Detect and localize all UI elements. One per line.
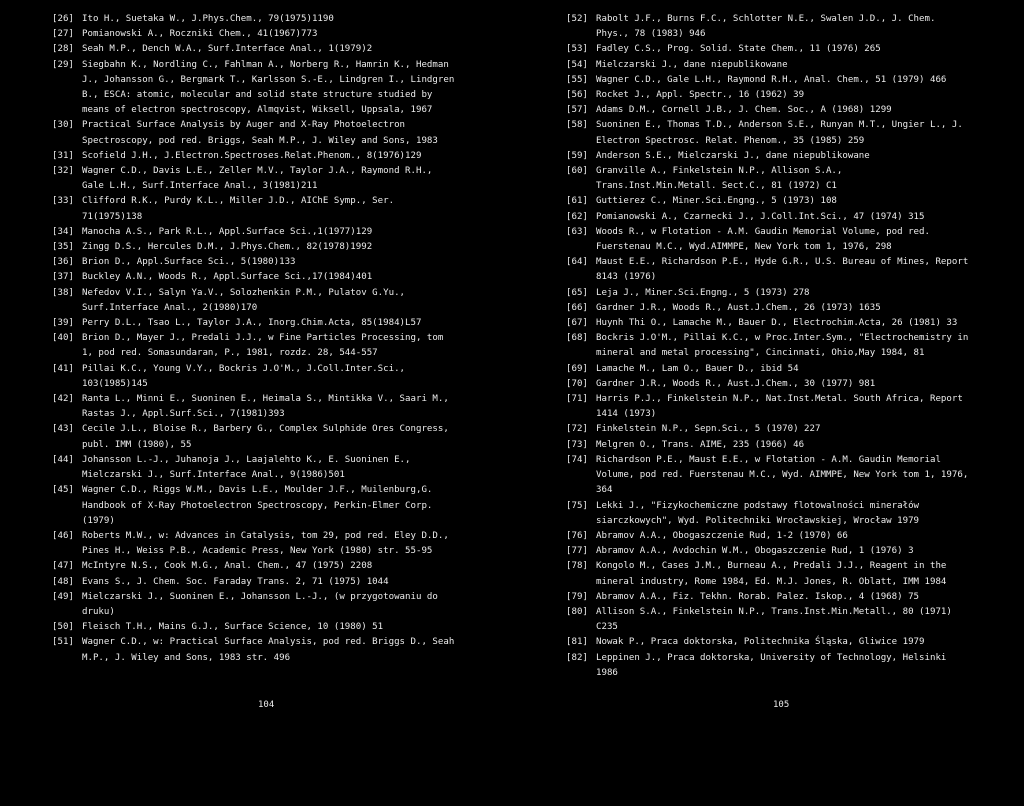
reference-entry bbox=[52, 27, 492, 42]
reference-text bbox=[82, 27, 492, 42]
reference-entry bbox=[52, 42, 492, 57]
reference-entry bbox=[566, 255, 1006, 285]
reference-text bbox=[82, 392, 492, 422]
reference-line: Perry D.L., Tsao L., Taylor J.A., Inorg.Chim.Acta, 85(1984)L57 bbox=[82, 318, 422, 329]
reference-line: 364 bbox=[596, 485, 613, 496]
reference-line: Wagner C.D., Davis L.E., Zeller M.V., Taylor J.A., Raymond R.H., bbox=[82, 166, 433, 177]
reference-line: 1986 bbox=[596, 667, 618, 678]
left-page-references bbox=[52, 12, 492, 666]
reference-number: [31] bbox=[52, 150, 74, 161]
reference-text bbox=[82, 286, 492, 316]
reference-text bbox=[82, 620, 492, 635]
reference-number: [34] bbox=[52, 226, 74, 237]
reference-line: Harris P.J., Finkelstein N.P., Nat.Inst.Metal. South Africa, Report bbox=[596, 394, 963, 405]
reference-entry bbox=[566, 194, 1006, 209]
reference-number: [33] bbox=[52, 196, 74, 207]
reference-line: Melgren O., Trans. AIME, 235 (1966) 46 bbox=[596, 439, 805, 450]
reference-entry bbox=[52, 590, 492, 620]
reference-entry bbox=[52, 149, 492, 164]
reference-text bbox=[596, 544, 1006, 559]
reference-entry bbox=[52, 422, 492, 452]
reference-text bbox=[596, 73, 1006, 88]
reference-number: [69] bbox=[566, 363, 588, 374]
reference-text bbox=[82, 149, 492, 164]
reference-text bbox=[596, 453, 1006, 499]
reference-number: [30] bbox=[52, 120, 74, 131]
reference-entry bbox=[52, 529, 492, 559]
reference-line: Fleisch T.H., Mains G.J., Surface Science, 10 (1980) 51 bbox=[82, 622, 384, 633]
reference-entry bbox=[52, 118, 492, 148]
reference-line: Nefedov V.I., Salyn Ya.V., Solozhenkin P.M., Pulatov G.Yu., bbox=[82, 287, 406, 298]
reference-text bbox=[596, 331, 1006, 361]
reference-number: [48] bbox=[52, 576, 74, 587]
reference-line: Fadley C.S., Prog. Solid. State Chem., 11 (1976) 265 bbox=[596, 44, 881, 55]
reference-line: Granville A., Finkelstein N.P., Allison S.A., bbox=[596, 166, 843, 177]
reference-number: [82] bbox=[566, 652, 588, 663]
reference-number: [61] bbox=[566, 196, 588, 207]
reference-line: Handbook of X-Ray Photoelectron Spectroscopy, Perkin-Elmer Corp. bbox=[82, 500, 433, 511]
reference-text bbox=[82, 255, 492, 270]
reference-text bbox=[596, 605, 1006, 635]
reference-text bbox=[596, 88, 1006, 103]
reference-number: [67] bbox=[566, 318, 588, 329]
reference-line: Pomianowski A., Czarnecki J., J.Coll.Int.Sci., 47 (1974) 315 bbox=[596, 211, 925, 222]
reference-number: [79] bbox=[566, 591, 588, 602]
reference-line: 103(1985)145 bbox=[82, 378, 148, 389]
reference-text bbox=[82, 590, 492, 620]
reference-number: [80] bbox=[566, 606, 588, 617]
reference-text bbox=[596, 590, 1006, 605]
reference-number: [27] bbox=[52, 29, 74, 40]
reference-text bbox=[596, 194, 1006, 209]
reference-line: Mielczarski J., Suoninen E., Johansson L.-J., (w przygotowaniu do bbox=[82, 591, 438, 602]
reference-text bbox=[82, 316, 492, 331]
reference-line: Manocha A.S., Park R.L., Appl.Surface Sci.,1(1977)129 bbox=[82, 226, 373, 237]
reference-entry bbox=[566, 88, 1006, 103]
reference-number: [43] bbox=[52, 424, 74, 435]
reference-number: [70] bbox=[566, 378, 588, 389]
reference-line: 71(1975)138 bbox=[82, 211, 143, 222]
reference-number: [65] bbox=[566, 287, 588, 298]
reference-line: Seah M.P., Dench W.A., Surf.Interface Anal., 1(1979)2 bbox=[82, 44, 373, 55]
reference-number: [72] bbox=[566, 424, 588, 435]
reference-line: publ. IMM (1980), 55 bbox=[82, 439, 192, 450]
reference-line: Anderson S.E., Mielczarski J., dane niepublikowane bbox=[596, 150, 870, 161]
reference-number: [77] bbox=[566, 546, 588, 557]
reference-text bbox=[82, 422, 492, 452]
reference-number: [26] bbox=[52, 14, 74, 24]
reference-entry bbox=[566, 12, 1006, 42]
reference-line: Buckley A.N., Woods R., Appl.Surface Sci.,17(1984)401 bbox=[82, 272, 373, 283]
reference-line: Volume, pod red. Fuerstenau M.C., Wyd. AIMMPE, New York tom 1, 1976, bbox=[596, 470, 969, 481]
reference-line: Johansson L.-J., Juhanoja J., Laajalehto K., E. Suoninen E., bbox=[82, 454, 411, 465]
reference-line: M.P., J. Wiley and Sons, 1983 str. 496 bbox=[82, 652, 291, 663]
reference-number: [56] bbox=[566, 90, 588, 101]
reference-entry bbox=[52, 270, 492, 285]
reference-line: Siegbahn K., Nordling C., Fahlman A., Norberg R., Hamrin K., Hedman bbox=[82, 59, 449, 70]
reference-line: Leppinen J., Praca doktorska, University of Technology, Helsinki bbox=[596, 652, 947, 663]
reference-text bbox=[596, 362, 1006, 377]
reference-entry bbox=[52, 559, 492, 574]
reference-number: [46] bbox=[52, 530, 74, 541]
reference-text bbox=[82, 529, 492, 559]
reference-number: [71] bbox=[566, 394, 588, 405]
reference-line: (1979) bbox=[82, 515, 115, 526]
reference-entry bbox=[566, 286, 1006, 301]
reference-line: Cecile J.L., Bloise R., Barbery G., Complex Sulphide Ores Congress, bbox=[82, 424, 449, 435]
reference-number: [35] bbox=[52, 242, 74, 253]
reference-text bbox=[596, 286, 1006, 301]
reference-line: Mielczarski J., Surf.Interface Anal., 9(1986)501 bbox=[82, 470, 345, 481]
reference-line: McIntyre N.S., Cook M.G., Anal. Chem., 47 (1975) 2208 bbox=[82, 561, 373, 572]
reference-text bbox=[596, 651, 1006, 681]
reference-number: [44] bbox=[52, 454, 74, 465]
reference-text bbox=[596, 58, 1006, 73]
reference-line: Practical Surface Analysis by Auger and X-Ray Photoelectron bbox=[82, 120, 406, 131]
reference-number: [59] bbox=[566, 150, 588, 161]
reference-entry bbox=[52, 483, 492, 529]
reference-line: Kongolo M., Cases J.M., Burneau A., Predali J.J., Reagent in the bbox=[596, 561, 947, 572]
reference-line: Finkelstein N.P., Sepn.Sci., 5 (1970) 227 bbox=[596, 424, 821, 435]
reference-text bbox=[596, 118, 1006, 148]
reference-entry bbox=[566, 559, 1006, 589]
reference-line: Leja J., Miner.Sci.Engng., 5 (1973) 278 bbox=[596, 287, 810, 298]
reference-text bbox=[596, 529, 1006, 544]
reference-entry bbox=[566, 103, 1006, 118]
reference-line: Abramov A.A., Fiz. Tekhn. Rorab. Palez. Iskop., 4 (1968) 75 bbox=[596, 591, 920, 602]
reference-text bbox=[596, 103, 1006, 118]
reference-number: [64] bbox=[566, 257, 588, 268]
reference-line: mineral industry, Rome 1984, Ed. M.J. Jones, R. Oblatt, IMM 1984 bbox=[596, 576, 947, 587]
reference-line: Suoninen E., Thomas T.D., Anderson S.E., Runyan M.T., Ungier L., J. bbox=[596, 120, 963, 131]
reference-number: [36] bbox=[52, 257, 74, 268]
reference-number: [57] bbox=[566, 105, 588, 116]
reference-entry bbox=[566, 422, 1006, 437]
reference-line: Maust E.E., Richardson P.E., Hyde G.R., U.S. Bureau of Mines, Report bbox=[596, 257, 969, 268]
reference-entry bbox=[566, 362, 1006, 377]
reference-text bbox=[596, 225, 1006, 255]
reference-line: Gale L.H., Surf.Interface Anal., 3(1981)211 bbox=[82, 181, 318, 192]
reference-line: Lamache M., Lam O., Bauer D., ibid 54 bbox=[596, 363, 799, 374]
reference-text bbox=[82, 58, 492, 119]
reference-entry bbox=[52, 225, 492, 240]
reference-entry bbox=[52, 194, 492, 224]
reference-line: Pillai K.C., Young V.Y., Bockris J.O'M., J.Coll.Inter.Sci., bbox=[82, 363, 406, 374]
reference-number: [40] bbox=[52, 333, 74, 344]
reference-entry bbox=[566, 225, 1006, 255]
reference-line: Abramov A.A., Obogaszczenie Rud, 1-2 (1970) 66 bbox=[596, 530, 848, 541]
reference-entry bbox=[566, 605, 1006, 635]
reference-line: Fuerstenau M.C., Wyd.AIMMPE, New York tom 1, 1976, 298 bbox=[596, 242, 892, 253]
reference-line: Pomianowski A., Roczniki Chem., 41(1967)773 bbox=[82, 29, 318, 40]
reference-line: Pines H., Weiss P.B., Academic Press, New York (1980) str. 55-95 bbox=[82, 546, 433, 557]
reference-number: [62] bbox=[566, 211, 588, 222]
reference-number: [78] bbox=[566, 561, 588, 572]
reference-number: [52] bbox=[566, 14, 588, 24]
reference-number: [75] bbox=[566, 500, 588, 511]
reference-line: Phys., 78 (1983) 946 bbox=[596, 29, 706, 40]
reference-line: Wagner C.D., w: Practical Surface Analysis, pod red. Briggs D., Seah bbox=[82, 637, 455, 648]
reference-entry bbox=[566, 301, 1006, 316]
reference-line: Clifford R.K., Purdy K.L., Miller J.D., AIChE Symp., Ser. bbox=[82, 196, 395, 207]
reference-text bbox=[82, 635, 492, 665]
reference-entry bbox=[52, 392, 492, 422]
reference-number: [50] bbox=[52, 622, 74, 633]
reference-line: Richardson P.E., Maust E.E., w Flotation - A.M. Gaudin Memorial bbox=[596, 454, 941, 465]
reference-line: Wagner C.D., Riggs W.M., Davis L.E., Moulder J.F., Muilenburg,G. bbox=[82, 485, 433, 496]
reference-entry bbox=[566, 635, 1006, 650]
reference-line: Lekki J., "Fizykochemiczne podstawy flotowalności minerałów bbox=[596, 500, 920, 511]
reference-text bbox=[596, 316, 1006, 331]
reference-entry bbox=[566, 651, 1006, 681]
reference-line: Brion D., Mayer J., Predali J.J., w Fine Particles Processing, tom bbox=[82, 333, 444, 344]
reference-number: [63] bbox=[566, 226, 588, 237]
reference-line: Ranta L., Minni E., Suoninen E., Heimala S., Mintikka V., Saari M., bbox=[82, 394, 449, 405]
reference-entry bbox=[566, 590, 1006, 605]
reference-line: Evans S., J. Chem. Soc. Faraday Trans. 2, 71 (1975) 1044 bbox=[82, 576, 389, 587]
reference-text bbox=[596, 559, 1006, 589]
reference-line: druku) bbox=[82, 606, 115, 617]
reference-line: siarczkowych", Wyd. Politechniki Wrocławskiej, Wrocław 1979 bbox=[596, 515, 920, 526]
reference-entry bbox=[52, 331, 492, 361]
reference-line: Abramov A.A., Avdochin W.M., Obogaszczenie Rud, 1 (1976) 3 bbox=[596, 546, 914, 557]
reference-entry bbox=[52, 575, 492, 590]
reference-line: Ito H., Suetaka W., J.Phys.Chem., 79(1975)1190 bbox=[82, 14, 334, 24]
reference-entry bbox=[566, 544, 1006, 559]
reference-number: [38] bbox=[52, 287, 74, 298]
reference-text bbox=[82, 483, 492, 529]
reference-text bbox=[82, 453, 492, 483]
reference-line: Rocket J., Appl. Spectr., 16 (1962) 39 bbox=[596, 90, 805, 101]
reference-text bbox=[596, 12, 1006, 42]
reference-entry bbox=[566, 377, 1006, 392]
reference-entry bbox=[52, 286, 492, 316]
reference-line: Woods R., w Flotation - A.M. Gaudin Memorial Volume, pod red. bbox=[596, 226, 930, 237]
reference-text bbox=[596, 392, 1006, 422]
reference-entry bbox=[566, 331, 1006, 361]
reference-line: Gardner J.R., Woods R., Aust.J.Chem., 30 (1977) 981 bbox=[596, 378, 876, 389]
reference-number: [54] bbox=[566, 59, 588, 70]
reference-line: Trans.Inst.Min.Metall. Sect.C., 81 (1972) C1 bbox=[596, 181, 837, 192]
reference-entry bbox=[52, 12, 492, 27]
reference-line: 1414 (1973) bbox=[596, 409, 657, 420]
reference-entry bbox=[566, 529, 1006, 544]
reference-text bbox=[596, 377, 1006, 392]
reference-entry bbox=[566, 73, 1006, 88]
reference-number: [51] bbox=[52, 637, 74, 648]
reference-line: Zingg D.S., Hercules D.M., J.Phys.Chem., 82(1978)1992 bbox=[82, 242, 373, 253]
reference-entry bbox=[566, 164, 1006, 194]
reference-entry bbox=[566, 438, 1006, 453]
reference-text bbox=[596, 301, 1006, 316]
reference-entry bbox=[566, 149, 1006, 164]
left-page-number: 104 bbox=[258, 700, 275, 710]
reference-line: Huynh Thi O., Lamache M., Bauer D., Electrochim.Acta, 26 (1981) 33 bbox=[596, 318, 958, 329]
reference-line: 8143 (1976) bbox=[596, 272, 657, 283]
reference-entry bbox=[566, 42, 1006, 57]
reference-number: [73] bbox=[566, 439, 588, 450]
reference-line: Electron Spectrosc. Relat. Phenom., 35 (1985) 259 bbox=[596, 135, 865, 146]
reference-line: Adams D.M., Cornell J.B., J. Chem. Soc., A (1968) 1299 bbox=[596, 105, 892, 116]
reference-number: [45] bbox=[52, 485, 74, 496]
right-page-references bbox=[566, 12, 1006, 681]
reference-number: [41] bbox=[52, 363, 74, 374]
reference-number: [66] bbox=[566, 302, 588, 313]
reference-entry bbox=[52, 316, 492, 331]
reference-text bbox=[82, 225, 492, 240]
reference-entry bbox=[52, 635, 492, 665]
reference-line: 1, pod red. Somasundaran, P., 1981, rozdz. 28, 544-557 bbox=[82, 348, 378, 359]
reference-text bbox=[596, 210, 1006, 225]
reference-entry bbox=[52, 255, 492, 270]
reference-text bbox=[596, 164, 1006, 194]
reference-line: Wagner C.D., Gale L.H., Raymond R.H., Anal. Chem., 51 (1979) 466 bbox=[596, 74, 947, 85]
reference-text bbox=[82, 331, 492, 361]
reference-text bbox=[596, 635, 1006, 650]
reference-line: Bockris J.O'M., Pillai K.C., w Proc.Inter.Sym., "Electrochemistry in bbox=[596, 333, 969, 344]
reference-text bbox=[82, 12, 492, 27]
reference-text bbox=[82, 270, 492, 285]
reference-text bbox=[82, 559, 492, 574]
reference-text bbox=[596, 499, 1006, 529]
reference-number: [55] bbox=[566, 74, 588, 85]
reference-text bbox=[82, 42, 492, 57]
reference-line: mineral and metal processing", Cincinnati, Ohio,May 1984, 81 bbox=[596, 348, 925, 359]
reference-line: Roberts M.W., w: Advances in Catalysis, tom 29, pod red. Eley D.D., bbox=[82, 530, 449, 541]
reference-entry bbox=[566, 453, 1006, 499]
reference-line: Spectroscopy, pod red. Briggs, Seah M.P., J. Wiley and Sons, 1983 bbox=[82, 135, 438, 146]
reference-entry bbox=[52, 362, 492, 392]
reference-number: [58] bbox=[566, 120, 588, 131]
reference-number: [42] bbox=[52, 394, 74, 405]
reference-entry bbox=[566, 392, 1006, 422]
reference-text bbox=[596, 438, 1006, 453]
reference-number: [81] bbox=[566, 637, 588, 648]
reference-text bbox=[82, 164, 492, 194]
reference-line: Nowak P., Praca doktorska, Politechnika Śląska, Gliwice 1979 bbox=[596, 637, 925, 648]
reference-text bbox=[596, 149, 1006, 164]
reference-entry bbox=[566, 58, 1006, 73]
reference-entry bbox=[566, 210, 1006, 225]
reference-line: Rastas J., Appl.Surf.Sci., 7(1981)393 bbox=[82, 409, 285, 420]
reference-entry bbox=[52, 453, 492, 483]
reference-number: [28] bbox=[52, 44, 74, 55]
reference-number: [68] bbox=[566, 333, 588, 344]
reference-line: Guttierez C., Miner.Sci.Engng., 5 (1973) 108 bbox=[596, 196, 837, 207]
reference-entry bbox=[566, 118, 1006, 148]
reference-text bbox=[82, 240, 492, 255]
reference-text bbox=[82, 118, 492, 148]
reference-entry bbox=[566, 499, 1006, 529]
reference-line: Gardner J.R., Woods R., Aust.J.Chem., 26 (1973) 1635 bbox=[596, 302, 881, 313]
reference-line: Rabolt J.F., Burns F.C., Schlotter N.E., Swalen J.D., J. Chem. bbox=[596, 14, 936, 24]
reference-number: [74] bbox=[566, 454, 588, 465]
reference-text bbox=[82, 194, 492, 224]
reference-text bbox=[82, 575, 492, 590]
reference-line: Mielczarski J., dane niepublikowane bbox=[596, 59, 788, 70]
reference-number: [60] bbox=[566, 166, 588, 177]
reference-entry bbox=[566, 316, 1006, 331]
reference-entry bbox=[52, 164, 492, 194]
reference-text bbox=[596, 42, 1006, 57]
reference-line: B., ESCA: atomic, molecular and solid state structure studied by bbox=[82, 90, 433, 101]
reference-number: [76] bbox=[566, 530, 588, 541]
reference-number: [37] bbox=[52, 272, 74, 283]
right-page-number: 105 bbox=[773, 700, 790, 710]
reference-number: [49] bbox=[52, 591, 74, 602]
reference-entry bbox=[52, 240, 492, 255]
reference-line: Surf.Interface Anal., 2(1980)170 bbox=[82, 302, 258, 313]
reference-line: Scofield J.H., J.Electron.Spectroses.Relat.Phenom., 8(1976)129 bbox=[82, 150, 422, 161]
reference-number: [39] bbox=[52, 318, 74, 329]
reference-number: [47] bbox=[52, 561, 74, 572]
reference-text bbox=[82, 362, 492, 392]
reference-entry bbox=[52, 58, 492, 119]
reference-line: Allison S.A., Finkelstein N.P., Trans.Inst.Min.Metall., 80 (1971) bbox=[596, 606, 952, 617]
reference-entry bbox=[52, 620, 492, 635]
reference-line: J., Johansson G., Bergmark T., Karlsson S.-E., Lindgren I., Lindgren bbox=[82, 74, 455, 85]
reference-line: C235 bbox=[596, 622, 618, 633]
reference-number: [29] bbox=[52, 59, 74, 70]
reference-text bbox=[596, 255, 1006, 285]
reference-number: [53] bbox=[566, 44, 588, 55]
reference-number: [32] bbox=[52, 166, 74, 177]
reference-text bbox=[596, 422, 1006, 437]
reference-line: Brion D., Appl.Surface Sci., 5(1980)133 bbox=[82, 257, 296, 268]
reference-line: means of electron spectroscopy, Almqvist, Wiksell, Uppsala, 1967 bbox=[82, 105, 433, 116]
